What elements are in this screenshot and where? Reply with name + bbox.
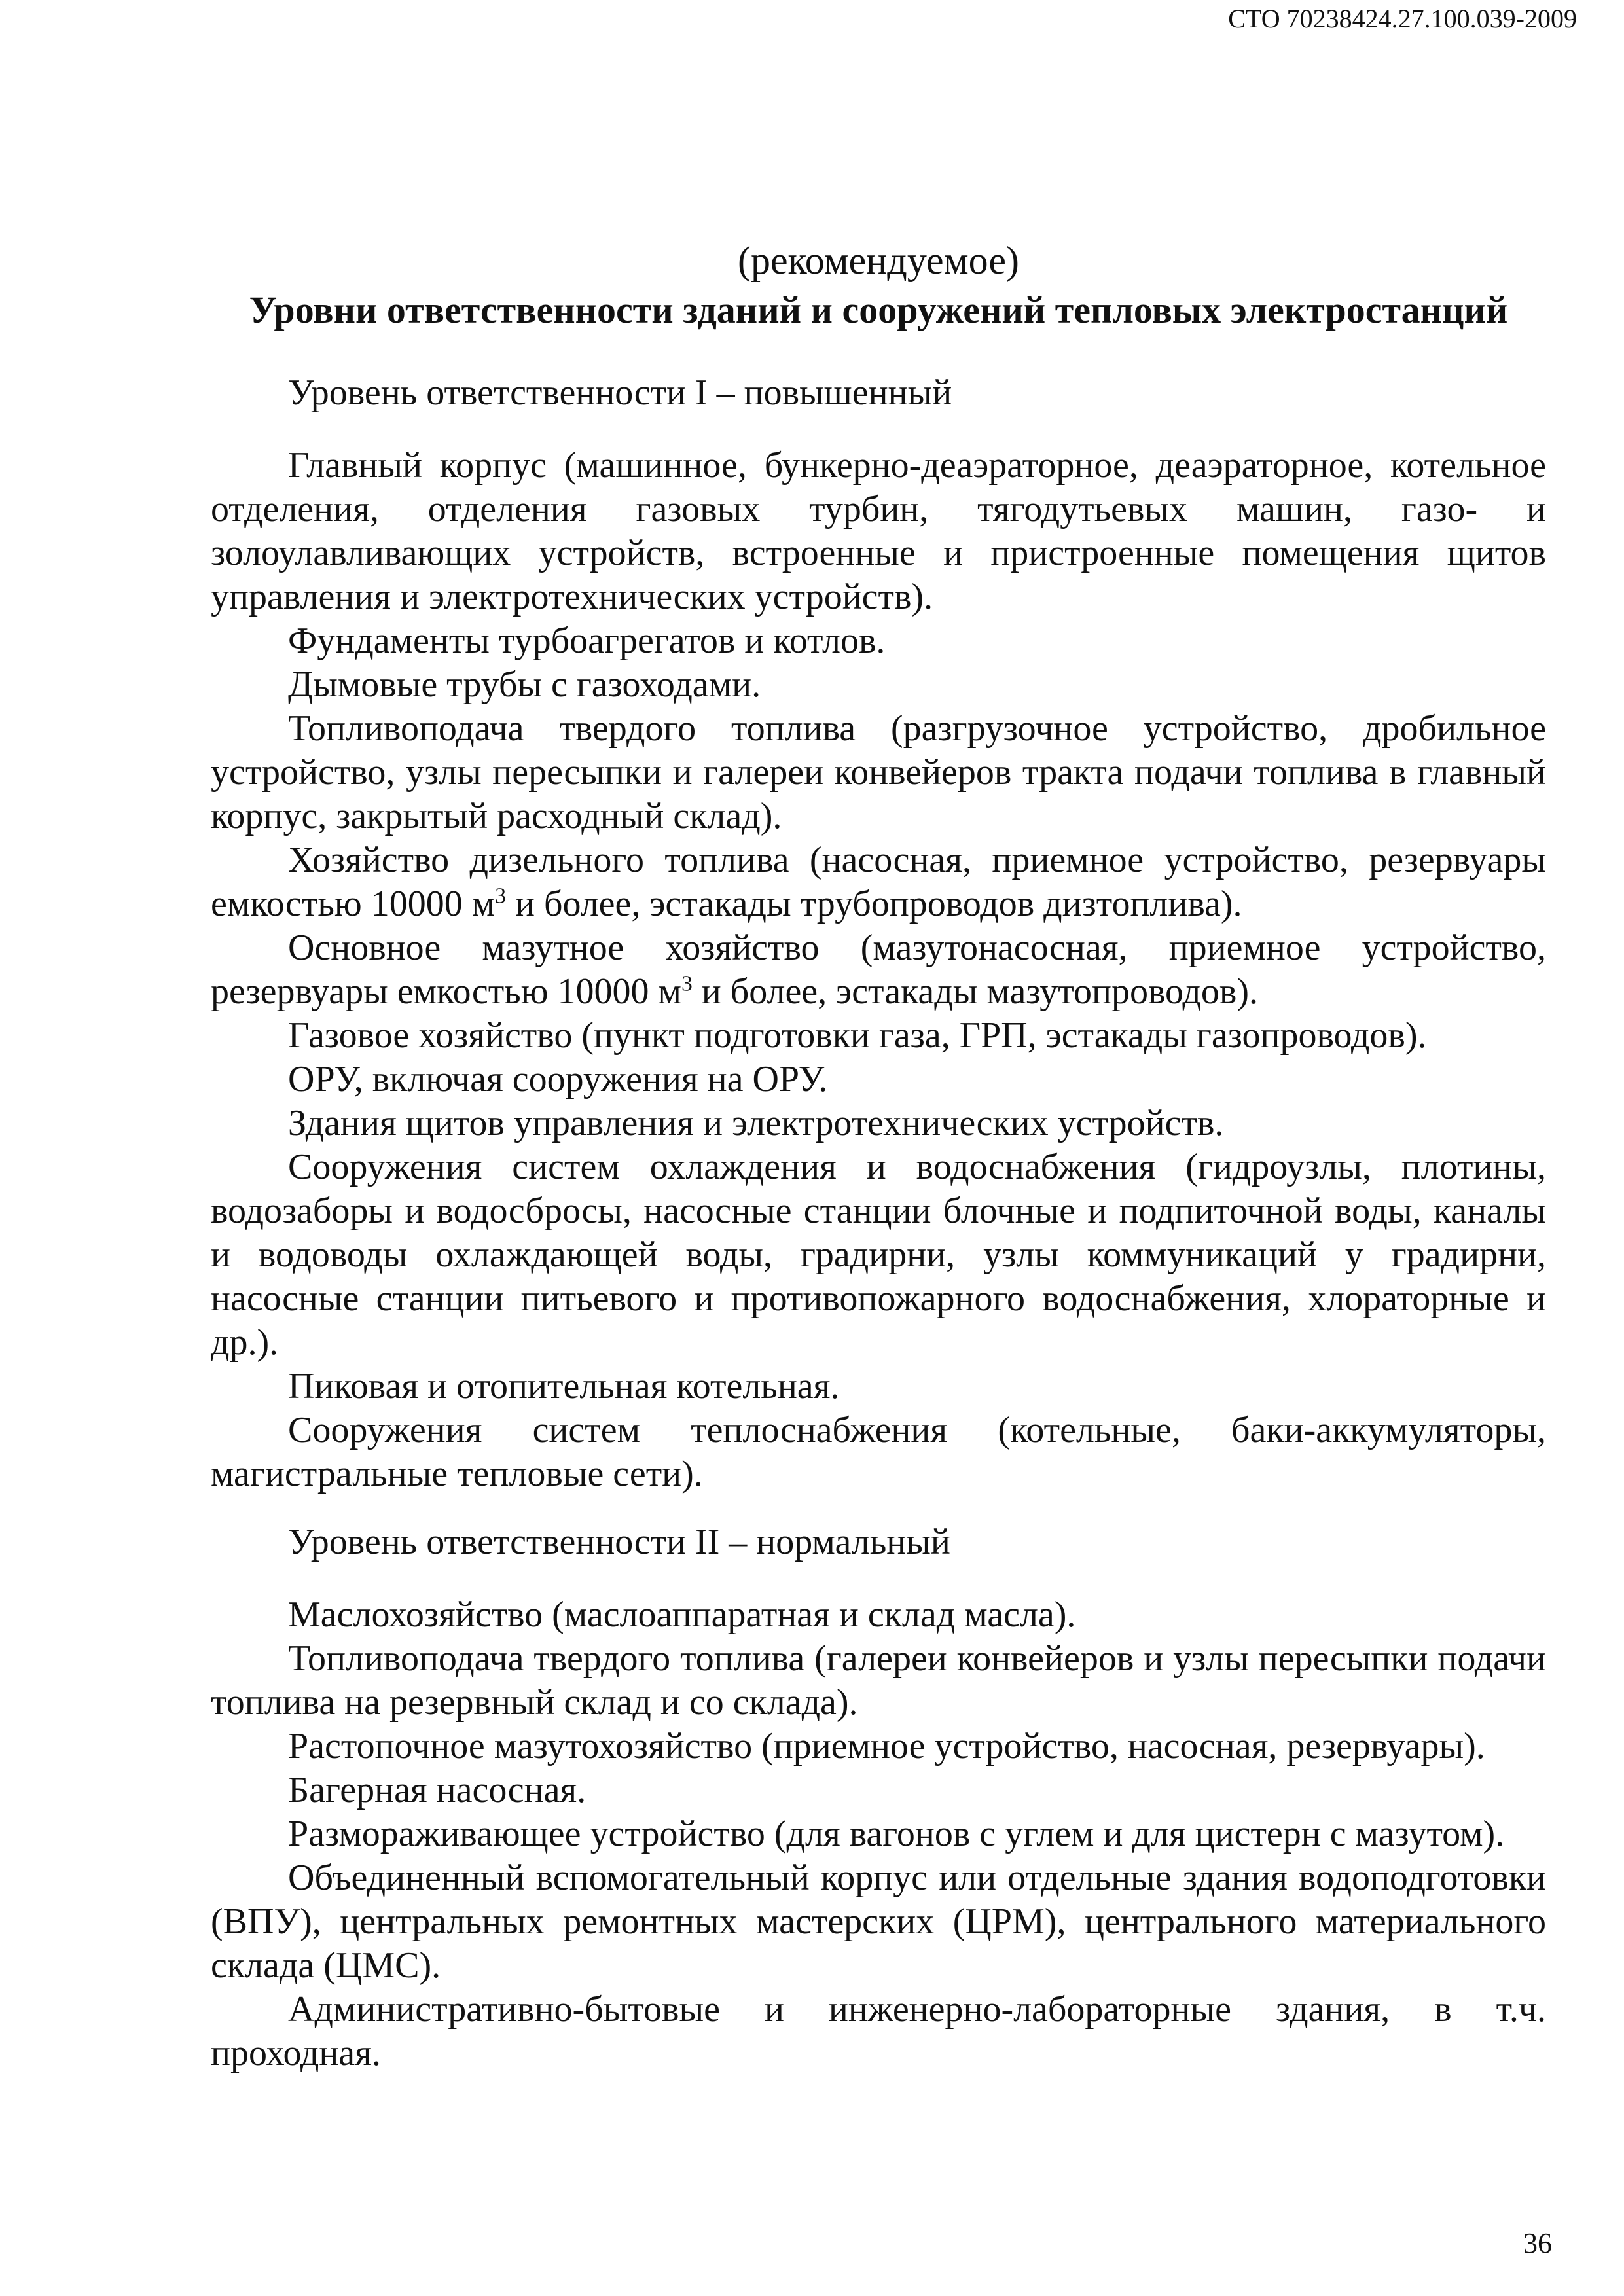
list-item: Сооружения систем теплоснабжения (котельные, баки-аккумуляторы, магистральные тепловые сети). [211,1410,1546,1494]
superscript: 3 [681,971,693,996]
list-item: Газовое хозяйство (пункт подготовки газа, ГРП, эстакады газопроводов). [288,1015,1427,1056]
text-segment: Основное мазутное хозяйство (мазутонасосная, приемное устройство, резервуары емкостью 10000 м [211,927,1546,1012]
list-item: Маслохозяйство (маслоаппаратная и склад масла). [288,1594,1076,1635]
document-code: СТО 70238424.27.100.039-2009 [1228,4,1577,33]
annex-title: Уровни ответственности зданий и сооружений тепловых электростанций [249,289,1508,331]
text-segment: Хозяйство дизельного топлива (насосная, приемное устройство, резервуары емкостью 10000 м [211,840,1546,924]
list-item: Размораживающее устройство (для вагонов с углем и для цистерн с мазутом). [288,1814,1505,1854]
superscript: 3 [495,884,506,908]
list-item: Здания щитов управления и электротехнических устройств. [288,1103,1224,1143]
list-item: Фундаменты турбоагрегатов и котлов. [288,620,886,661]
page-number: 36 [1523,2227,1552,2259]
list-item: Сооружения систем охлаждения и водоснабжения (гидроузлы, плотины, водозаборы и водосбросы, насосные станции блочные и подпиточной воды, каналы и водоводы охлаждающей воды, градирни, узлы коммуникаций у градирни, насосные станции питьевого и противопожарного водоснабжения, хлораторные и др.). [211,1147,1546,1363]
list-item: Главный корпус (машинное, бункерно-деаэраторное, деаэраторное, котельное отделения, отделения газовых турбин, тягодутьевых машин, газо- и золоулавливающих устройств, встроенные и пристроенные помещения щитов управления и электротехнических устройств). [211,445,1546,617]
level-2-heading: Уровень ответственности II – нормальный [288,1522,950,1562]
list-item-fuel-oil [211,926,1546,1014]
list-item: Багерная насосная. [288,1770,586,1810]
list-item: ОРУ, включая сооружения на ОРУ. [288,1059,828,1100]
list-item: Топливоподача твердого топлива (галереи конвейеров и узлы пересыпки подачи топлива на резервный склад и со склада). [211,1638,1546,1723]
text-segment: и более, эстакады мазутопроводов). [692,971,1258,1012]
annex-subtitle: (рекомендуемое) [738,239,1019,282]
list-item: Дымовые трубы с газоходами. [288,664,761,705]
list-item: Топливоподача твердого топлива (разгрузочное устройство, дробильное устройство, узлы пересыпки и галереи конвейеров тракта подачи топлива в главный корпус, закрытый расходный склад). [211,708,1546,836]
list-item: Административно-бытовые и инженерно-лабораторные здания, в т.ч. проходная. [211,1989,1546,2073]
level-1-heading: Уровень ответственности I – повышенный [288,372,952,413]
list-item: Объединенный вспомогательный корпус или отдельные здания водоподготовки (ВПУ), центральных ремонтных мастерских (ЦРМ), центрального материального склада (ЦМС). [211,1857,1546,1986]
list-item: Растопочное мазутохозяйство (приемное устройство, насосная, резервуары). [288,1726,1485,1767]
text-segment: и более, эстакады трубопроводов дизтоплива). [506,884,1242,924]
list-item-diesel [211,838,1546,926]
page-content [211,234,1546,2075]
list-item: Пиковая и отопительная котельная. [288,1366,840,1407]
